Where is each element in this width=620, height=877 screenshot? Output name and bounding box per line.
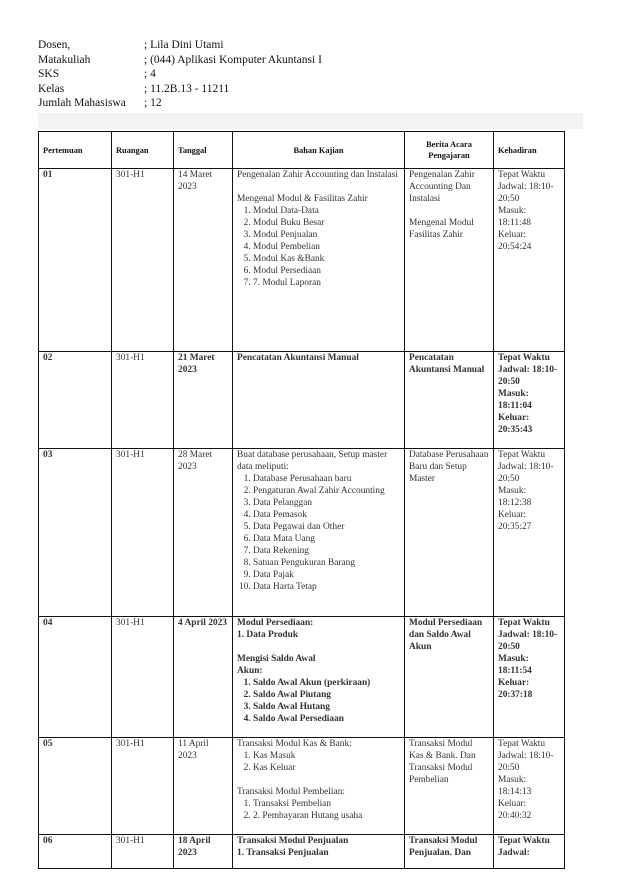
- masuk-text: Masuk: 18:11:04: [498, 389, 532, 411]
- ruangan-cell: 301-H1: [112, 738, 174, 835]
- list-item: 9. Data Pajak: [253, 569, 400, 581]
- tanggal-cell: 4 April 2023: [174, 617, 233, 738]
- ruangan-cell: 301-H1: [112, 449, 174, 617]
- kehadiran-cell: [494, 352, 565, 449]
- list-item: 3. Data Pelanggan: [253, 497, 400, 509]
- kehadiran-cell: [494, 738, 565, 835]
- pertemuan-cell: 05: [39, 738, 112, 835]
- matakuliah-label: Matakuliah: [38, 53, 91, 66]
- matakuliah-row: [38, 53, 322, 68]
- berita-text: Pengenalan Zahir Accounting Dan Instalasi: [409, 170, 475, 204]
- sks-label: SKS: [38, 68, 60, 80]
- kehadiran-cell: [494, 169, 565, 352]
- bahan-kajian-cell: [233, 169, 405, 352]
- bahan-kajian-cell: [233, 449, 405, 617]
- masuk-text: Masuk: 18:11:54: [498, 654, 532, 676]
- sks-value: ; 4: [144, 68, 156, 80]
- list-item: 1. Database Perusahaan baru: [253, 473, 400, 485]
- table-row: [39, 169, 565, 352]
- berita-acara-cell: Transaksi Modul Penjualan. Dan: [405, 835, 494, 869]
- ruangan-cell: 301-H1: [112, 617, 174, 738]
- dosen-row: [38, 38, 322, 53]
- col-header-tanggal: Tanggal: [174, 132, 233, 169]
- bahan-list: [237, 750, 400, 774]
- pertemuan-cell: 06: [39, 835, 112, 869]
- list-item: 5. Data Pegawai dan Other: [253, 521, 400, 533]
- pertemuan-cell: 03: [39, 449, 112, 617]
- table-header-row: [39, 132, 565, 169]
- bahan-intro: Buat database perusahaan, Setup master data meliputi:: [237, 450, 388, 472]
- kehadiran-cell: [494, 449, 565, 617]
- sks-row: [38, 67, 322, 82]
- list-item: 7. Data Rekening: [253, 545, 400, 557]
- list-item: 1. Modul Data-Data: [253, 205, 400, 217]
- bahan-intro-item: 1. Data Produk: [237, 630, 299, 640]
- kelas-value: ; 11.2B.13 - 11211: [144, 82, 230, 95]
- list-item: 4. Data Pemasok: [253, 509, 400, 521]
- bahan-list: [237, 798, 400, 822]
- list-item: 2. Kas Keluar: [253, 762, 400, 774]
- status-text: Tepat Waktu: [498, 170, 546, 180]
- berita-acara-cell: Database Perusahaan Baru dan Setup Master: [405, 449, 494, 617]
- list-item: 6. Data Mata Uang: [253, 533, 400, 545]
- course-header: [38, 38, 322, 111]
- list-item: 4. Saldo Awal Persediaan: [253, 713, 400, 725]
- bahan-intro: Modul Persediaan:: [237, 618, 314, 628]
- list-item: 1. Transaksi Pembelian: [253, 798, 400, 810]
- berita-acara-cell: Transaksi Modul Kas & Bank. Dan Transaksi Modul Pembelian: [405, 738, 494, 835]
- berita-acara-cell: [405, 169, 494, 352]
- bahan-kajian-cell: [233, 835, 405, 869]
- col-header-bahan-kajian: Bahan Kajian: [233, 132, 405, 169]
- table-row: [39, 352, 565, 449]
- col-header-kehadiran: Kehadiran: [494, 132, 565, 169]
- list-item: 2. 2. Pembayaran Hutang usaha: [253, 810, 400, 822]
- bahan-list: [237, 473, 400, 593]
- list-item: 7. 7. Modul Laporan: [253, 277, 400, 289]
- keluar-text: Keluar: 20:37:18: [498, 678, 533, 700]
- tanggal-cell: 28 Maret 2023: [174, 449, 233, 617]
- bahan-sub-2: Akun:: [237, 666, 263, 676]
- list-item: 2. Saldo Awal Piutang: [253, 689, 400, 701]
- bahan-list: [237, 205, 400, 289]
- bahan-intro: Transaksi Modul Kas & Bank:: [237, 739, 352, 749]
- kehadiran-cell: [494, 835, 565, 869]
- table-row: [39, 617, 565, 738]
- keluar-text: Keluar: 20:54:24: [498, 230, 532, 252]
- kelas-row: [38, 82, 322, 97]
- jadwal-text: Jadwal: 18:10-20:50: [498, 630, 558, 652]
- bahan-intro-item: 1. Transaksi Penjualan: [237, 848, 329, 858]
- kehadiran-cell: [494, 617, 565, 738]
- berita-text: Mengenal Modul Fasilitas Zahir: [409, 218, 474, 240]
- bahan-intro: Pengenalan Zahir Accounting dan Instalasi: [237, 170, 398, 180]
- col-header-ruangan: Ruangan: [112, 132, 174, 169]
- jadwal-text: Jadwal: 18:10-20:50: [498, 462, 554, 484]
- list-item: 2. Pengaturan Awal Zahir Accounting: [253, 485, 400, 497]
- pertemuan-cell: 04: [39, 617, 112, 738]
- bahan-kajian-cell: [233, 617, 405, 738]
- status-text: Tepat Waktu: [498, 739, 546, 749]
- tanggal-cell: 14 Maret 2023: [174, 169, 233, 352]
- jadwal-text: Jadwal:: [498, 848, 530, 858]
- keluar-text: Keluar: 20:35:27: [498, 510, 532, 532]
- separator-band: [38, 113, 583, 129]
- bahan-intro: Transaksi Modul Penjualan: [237, 836, 349, 846]
- bahan-kajian-cell: Pencatatan Akuntansi Manual: [233, 352, 405, 449]
- jumlah-value: ; 12: [144, 97, 162, 109]
- list-item: 3. Saldo Awal Hutang: [253, 701, 400, 713]
- tanggal-cell: 21 Maret 2023: [174, 352, 233, 449]
- status-text: Tepat Waktu: [498, 618, 550, 628]
- berita-acara-cell: Pencatatan Akuntansi Manual: [405, 352, 494, 449]
- list-item: 3. Modul Penjualan: [253, 229, 400, 241]
- list-item: 8. Satuan Pengukuran Barang: [253, 557, 400, 569]
- dosen-label: Dosen,: [38, 39, 71, 51]
- jumlah-row: [38, 96, 322, 111]
- masuk-text: Masuk: 18:12:38: [498, 486, 532, 508]
- list-item: 1. Saldo Awal Akun (perkiraan): [253, 677, 400, 689]
- matakuliah-value: ; (044) Aplikasi Komputer Akuntansi I: [144, 53, 322, 66]
- jumlah-label: Jumlah Mahasiswa: [38, 97, 126, 109]
- table-row: [39, 449, 565, 617]
- bahan-sub: Mengenal Modul & Fasilitas Zahir: [237, 194, 368, 204]
- tanggal-cell: 18 April 2023: [174, 835, 233, 869]
- list-item: 1. Kas Masuk: [253, 750, 400, 762]
- jadwal-text: Jadwal: 18:10-20:50: [498, 365, 558, 387]
- jadwal-text: Jadwal: 18:10-20:50: [498, 182, 554, 204]
- bahan-sub: Transaksi Modul Pembelian:: [237, 787, 345, 797]
- status-text: Tepat Waktu: [498, 836, 550, 846]
- status-text: Tepat Waktu: [498, 450, 546, 460]
- tanggal-cell: 11 April 2023: [174, 738, 233, 835]
- status-text: Tepat Waktu: [498, 353, 550, 363]
- pertemuan-cell: 02: [39, 352, 112, 449]
- berita-acara-cell: Modul Persediaan dan Saldo Awal Akun: [405, 617, 494, 738]
- table-row: [39, 835, 565, 869]
- col-header-berita-acara: Berita Acara Pengajaran: [405, 132, 494, 169]
- attendance-table: [38, 131, 565, 869]
- list-item: 6. Modul Persediaan: [253, 265, 400, 277]
- masuk-text: Masuk: 18:11:48: [498, 206, 531, 228]
- ruangan-cell: 301-H1: [112, 835, 174, 869]
- bahan-list: [237, 677, 400, 725]
- dosen-value: ; Lila Dini Utami: [144, 39, 224, 51]
- pertemuan-cell: 01: [39, 169, 112, 352]
- list-item: 10. Data Harta Tetap: [253, 581, 400, 593]
- col-header-pertemuan: Pertemuan: [39, 132, 112, 169]
- table-row: [39, 738, 565, 835]
- list-item: 2. Modul Buku Besar: [253, 217, 400, 229]
- jadwal-text: Jadwal: 18:10-20:50: [498, 751, 554, 773]
- bahan-kajian-cell: [233, 738, 405, 835]
- keluar-text: Keluar: 20:40:32: [498, 799, 532, 821]
- kelas-label: Kelas: [38, 82, 65, 95]
- masuk-text: Masuk: 18:14:13: [498, 775, 532, 797]
- keluar-text: Keluar: 20:35:43: [498, 413, 533, 435]
- list-item: 4. Modul Pembelian: [253, 241, 400, 253]
- list-item: 5. Modul Kas &Bank: [253, 253, 400, 265]
- ruangan-cell: 301-H1: [112, 169, 174, 352]
- ruangan-cell: 301-H1: [112, 352, 174, 449]
- bahan-sub: Mengisi Saldo Awal: [237, 654, 316, 664]
